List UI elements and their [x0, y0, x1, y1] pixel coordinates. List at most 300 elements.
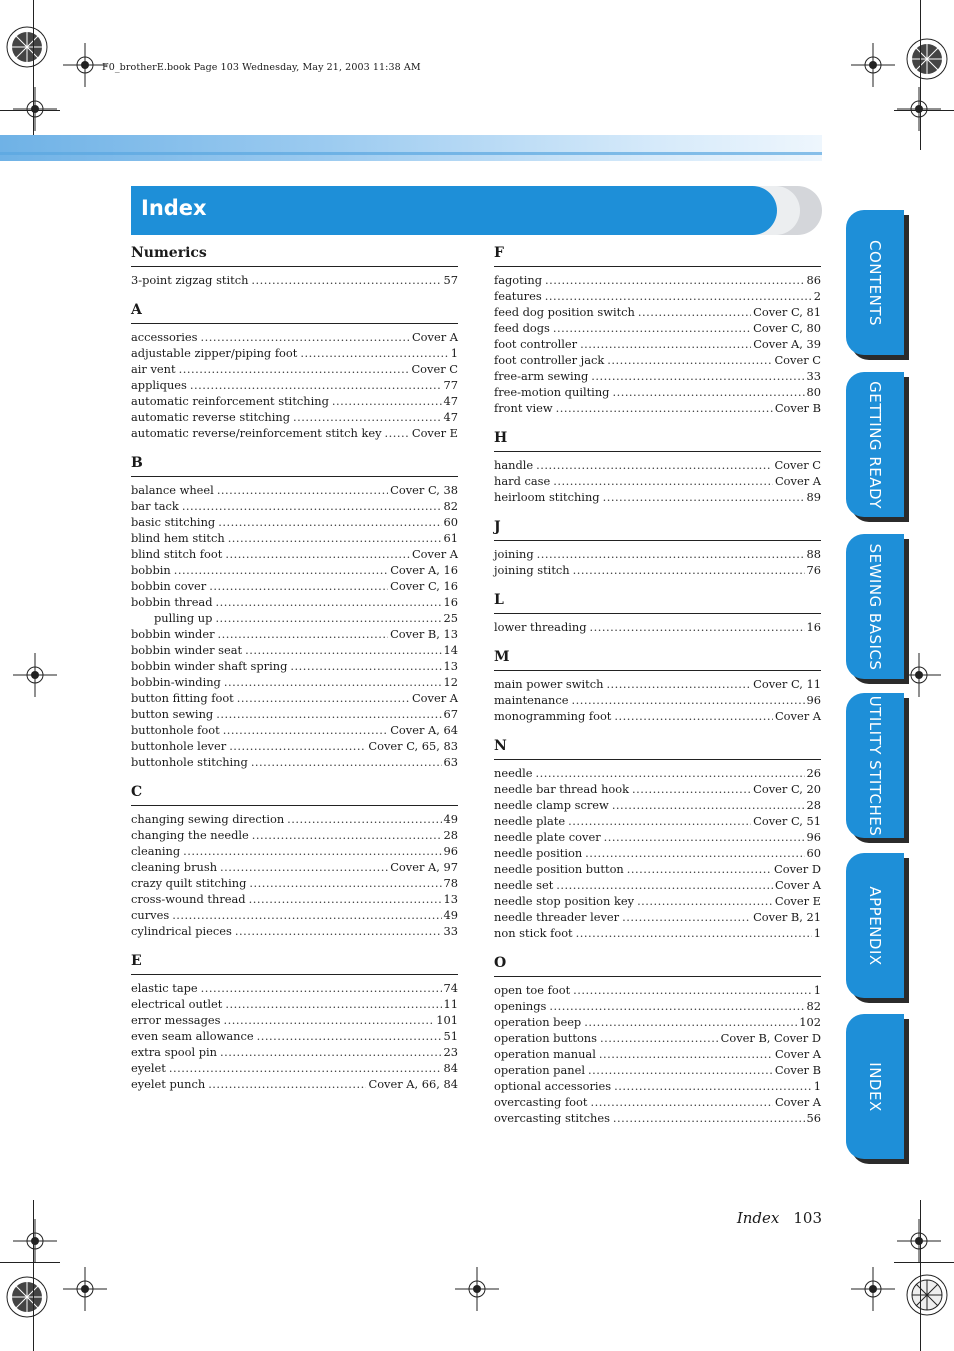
- crop-line: [920, 0, 921, 150]
- section-heading: O: [494, 955, 507, 971]
- entry-term: pulling up: [154, 611, 213, 625]
- dot-leader: [174, 562, 389, 578]
- index-entry: [494, 925, 821, 941]
- entry-term: bobbin cover: [131, 579, 207, 593]
- entry-term: even seam allowance: [131, 1029, 254, 1043]
- dot-leader: [545, 288, 812, 304]
- entry-term: optional accessories: [494, 1079, 612, 1093]
- index-column-left: [131, 244, 458, 1105]
- crosshair-icon: [8, 82, 62, 136]
- tab-contents[interactable]: [846, 210, 904, 355]
- crosshair-icon: [8, 1214, 62, 1268]
- index-entry: [494, 1014, 821, 1030]
- index-entry: [131, 393, 458, 409]
- section-rule: [131, 323, 458, 324]
- print-header: F0_brotherE.book Page 103 Wednesday, May 21, 2003 11:38 AM: [102, 62, 421, 73]
- entry-term: electrical outlet: [131, 997, 223, 1011]
- entry-page: 60: [806, 846, 821, 860]
- dot-leader: [172, 907, 441, 923]
- index-entry: [494, 457, 821, 473]
- entry-page: Cover C, 81: [753, 305, 821, 319]
- section-heading: E: [131, 953, 142, 969]
- entry-term: bobbin winder: [131, 627, 215, 641]
- entry-term: needle threader lever: [494, 910, 620, 924]
- entry-term: foot controller: [494, 337, 578, 351]
- entry-term: feed dog position switch: [494, 305, 635, 319]
- index-entry: [131, 329, 458, 345]
- entry-page: Cover C: [411, 362, 458, 376]
- index-entry: [494, 473, 821, 489]
- dot-leader: [556, 400, 773, 416]
- entry-term: cylindrical pieces: [131, 924, 232, 938]
- dot-leader: [571, 692, 804, 708]
- tab-index[interactable]: [846, 1014, 904, 1159]
- dot-leader: [545, 272, 804, 288]
- index-entry: [131, 272, 458, 288]
- index-entry: [494, 336, 821, 352]
- index-entry: [494, 877, 821, 893]
- dot-leader: [220, 1044, 442, 1060]
- entry-page: 101: [436, 1013, 458, 1027]
- entry-page: 78: [443, 876, 458, 890]
- section-heading: N: [494, 738, 507, 754]
- dot-leader: [190, 377, 442, 393]
- dot-leader: [201, 329, 410, 345]
- dot-leader: [229, 738, 366, 754]
- title-bar: [131, 186, 777, 235]
- entry-page: 25: [443, 611, 458, 625]
- section-heading: J: [494, 519, 501, 535]
- dot-leader: [249, 891, 442, 907]
- entry-page: Cover A: [774, 1095, 821, 1109]
- dot-leader: [591, 368, 804, 384]
- entry-page: 14: [443, 643, 458, 657]
- section-heading: A: [131, 302, 142, 318]
- index-entry: [131, 722, 458, 738]
- entry-term: buttonhole lever: [131, 739, 227, 753]
- entry-term: needle bar thread hook: [494, 782, 630, 796]
- dot-leader: [208, 1076, 366, 1092]
- entry-page: 47: [443, 410, 458, 424]
- index-entry: [131, 562, 458, 578]
- dot-leader: [585, 845, 804, 861]
- index-section: [131, 952, 458, 1092]
- index-entry: [494, 352, 821, 368]
- index-entry: [494, 619, 821, 635]
- section-rule: [131, 805, 458, 806]
- dot-leader: [568, 813, 751, 829]
- index-entry: [494, 1110, 821, 1126]
- dot-leader: [537, 546, 805, 562]
- entry-page: Cover E: [774, 894, 821, 908]
- index-entry: [131, 907, 458, 923]
- entry-term: cleaning: [131, 844, 181, 858]
- entry-page: Cover A, 97: [390, 860, 458, 874]
- entry-term: extra spool pin: [131, 1045, 217, 1059]
- dot-leader: [216, 706, 441, 722]
- entry-page: 26: [806, 766, 821, 780]
- index-entry: [131, 891, 458, 907]
- footer-label: Index: [736, 1209, 780, 1227]
- tab-getting-ready[interactable]: [846, 372, 904, 517]
- section-rule: [131, 974, 458, 975]
- entry-page: 88: [806, 547, 821, 561]
- section-rule: [494, 976, 821, 977]
- index-entry: [494, 708, 821, 724]
- dot-leader: [612, 384, 804, 400]
- index-entry: [131, 827, 458, 843]
- index-entry: [131, 811, 458, 827]
- entry-term: feed dogs: [494, 321, 550, 335]
- entry-page: Cover B, Cover D: [720, 1031, 821, 1045]
- entry-term: operation panel: [494, 1063, 585, 1077]
- dot-leader: [576, 925, 812, 941]
- entry-page: 28: [806, 798, 821, 812]
- entry-term: needle plate: [494, 814, 566, 828]
- entry-term: eyelet punch: [131, 1077, 206, 1091]
- tab-label: GETTING READY: [866, 380, 884, 509]
- page-title: Index: [141, 196, 207, 220]
- index-entry: [131, 980, 458, 996]
- index-entry: [131, 996, 458, 1012]
- tab-utility-stitches[interactable]: [846, 693, 904, 838]
- entry-term: features: [494, 289, 542, 303]
- dot-leader: [553, 320, 751, 336]
- dot-leader: [287, 811, 441, 827]
- entry-page: 1: [813, 1079, 821, 1093]
- dot-leader: [556, 877, 773, 893]
- entry-page: 47: [443, 394, 458, 408]
- header-band: [0, 135, 822, 161]
- section-heading: Numerics: [131, 245, 207, 261]
- entry-term: overcasting foot: [494, 1095, 588, 1109]
- entry-page: 96: [806, 693, 821, 707]
- entry-term: cross-wound thread: [131, 892, 246, 906]
- index-section: [494, 429, 821, 505]
- entry-page: 12: [443, 675, 458, 689]
- tab-appendix[interactable]: [846, 853, 904, 998]
- dot-leader: [588, 1062, 773, 1078]
- dot-leader: [235, 923, 442, 939]
- index-entry: [131, 1028, 458, 1044]
- entry-term: button sewing: [131, 707, 214, 721]
- index-entry: [494, 1030, 821, 1046]
- index-entry: [494, 384, 821, 400]
- entry-term: joining stitch: [494, 563, 570, 577]
- index-entry: [494, 546, 821, 562]
- index-section: [494, 244, 821, 416]
- entry-page: Cover A, 39: [753, 337, 821, 351]
- entry-page: 33: [806, 369, 821, 383]
- index-section: [131, 783, 458, 939]
- entry-page: 80: [806, 385, 821, 399]
- index-entry: [494, 288, 821, 304]
- index-entry: [494, 797, 821, 813]
- entry-page: 102: [799, 1015, 821, 1029]
- index-entry: [131, 425, 458, 441]
- dot-leader: [607, 352, 772, 368]
- entry-page: Cover A: [774, 878, 821, 892]
- entry-page: 28: [443, 828, 458, 842]
- index-section: [131, 244, 458, 288]
- dot-leader: [228, 530, 442, 546]
- entry-page: Cover A, 64: [390, 723, 458, 737]
- entry-term: free-motion quilting: [494, 385, 610, 399]
- entry-term: bobbin thread: [131, 595, 213, 609]
- index-entry: [131, 409, 458, 425]
- index-entry: [131, 658, 458, 674]
- index-entry: [494, 909, 821, 925]
- entry-page: Cover C, 20: [753, 782, 821, 796]
- entry-term: foot controller jack: [494, 353, 605, 367]
- index-entry: [494, 368, 821, 384]
- entry-term: free-arm sewing: [494, 369, 589, 383]
- entry-term: needle: [494, 766, 533, 780]
- index-entry: [131, 706, 458, 722]
- entry-term: needle plate cover: [494, 830, 601, 844]
- index-entry: [131, 875, 458, 891]
- section-heading: M: [494, 649, 510, 665]
- entry-page: 13: [443, 892, 458, 906]
- entry-term: bobbin: [131, 563, 171, 577]
- dot-leader: [604, 829, 805, 845]
- dot-leader: [293, 409, 441, 425]
- crosshair-icon: [58, 1262, 112, 1316]
- entry-page: 86: [806, 273, 821, 287]
- index-entry: [131, 1012, 458, 1028]
- index-entry: [131, 754, 458, 770]
- entry-term: blind stitch foot: [131, 547, 223, 561]
- entry-term: eyelet: [131, 1061, 166, 1075]
- dot-leader: [182, 498, 442, 514]
- entry-term: button fitting foot: [131, 691, 234, 705]
- dot-leader: [612, 797, 805, 813]
- entry-term: handle: [494, 458, 534, 472]
- entry-page: Cover E: [411, 426, 458, 440]
- entry-page: 49: [443, 908, 458, 922]
- entry-page: 63: [443, 755, 458, 769]
- index-section: [131, 301, 458, 441]
- index-entry: [131, 642, 458, 658]
- dot-leader: [290, 658, 441, 674]
- entry-page: 60: [443, 515, 458, 529]
- dot-leader: [627, 861, 772, 877]
- crosshair-icon: [846, 1262, 900, 1316]
- index-entry: [131, 530, 458, 546]
- entry-term: lower threading: [494, 620, 587, 634]
- entry-page: Cover A: [774, 1047, 821, 1061]
- entry-term: automatic reinforcement stitching: [131, 394, 329, 408]
- entry-term: automatic reverse/reinforcement stitch key: [131, 426, 382, 440]
- index-entry: [131, 594, 458, 610]
- section-rule: [131, 266, 458, 267]
- dot-leader: [300, 345, 448, 361]
- section-heading: B: [131, 455, 143, 471]
- entry-term: accessories: [131, 330, 198, 344]
- entry-page: 56: [806, 1111, 821, 1125]
- dot-leader: [332, 393, 442, 409]
- entry-term: operation manual: [494, 1047, 596, 1061]
- dot-leader: [573, 562, 805, 578]
- dot-leader: [536, 765, 805, 781]
- entry-term: bobbin winder seat: [131, 643, 243, 657]
- dot-leader: [216, 594, 442, 610]
- entry-term: open toe foot: [494, 983, 571, 997]
- entry-page: 96: [443, 844, 458, 858]
- crop-line: [0, 110, 60, 111]
- entry-page: Cover C, 38: [390, 483, 458, 497]
- entry-term: automatic reverse stitching: [131, 410, 291, 424]
- dot-leader: [613, 1110, 805, 1126]
- index-entry: [131, 610, 458, 626]
- entry-page: Cover B, 21: [753, 910, 821, 924]
- index-entry: [494, 893, 821, 909]
- crop-line: [33, 0, 34, 150]
- index-entry: [131, 482, 458, 498]
- index-entry: [131, 361, 458, 377]
- entry-term: elastic tape: [131, 981, 198, 995]
- registration-mark-icon: [900, 1268, 954, 1322]
- dot-leader: [600, 1030, 719, 1046]
- index-entry: [131, 843, 458, 859]
- entry-page: 67: [443, 707, 458, 721]
- index-entry: [494, 998, 821, 1014]
- dot-leader: [217, 482, 388, 498]
- dot-leader: [590, 1094, 772, 1110]
- entry-page: Cover C, 51: [753, 814, 821, 828]
- registration-mark-icon: [0, 1270, 54, 1324]
- entry-page: 74: [443, 981, 458, 995]
- entry-page: 23: [443, 1045, 458, 1059]
- entry-term: changing the needle: [131, 828, 249, 842]
- entry-page: 96: [806, 830, 821, 844]
- dot-leader: [218, 626, 389, 642]
- section-rule: [494, 540, 821, 541]
- dot-leader: [251, 754, 442, 770]
- section-rule: [494, 266, 821, 267]
- entry-term: openings: [494, 999, 547, 1013]
- index-entry: [131, 1060, 458, 1076]
- entry-page: Cover D: [774, 862, 821, 876]
- section-heading: F: [494, 245, 504, 261]
- index-entry: [131, 738, 458, 754]
- dot-leader: [632, 781, 751, 797]
- index-entry: [131, 674, 458, 690]
- entry-term: needle clamp screw: [494, 798, 609, 812]
- entry-term: error messages: [131, 1013, 221, 1027]
- page-footer: [737, 1209, 822, 1227]
- index-section: [494, 737, 821, 941]
- section-heading: L: [494, 592, 504, 608]
- entry-term: needle position: [494, 846, 583, 860]
- dot-leader: [215, 610, 441, 626]
- dot-leader: [385, 425, 410, 441]
- crop-line: [920, 1200, 921, 1351]
- index-entry: [494, 1062, 821, 1078]
- entry-term: blind hem stitch: [131, 531, 225, 545]
- entry-page: 16: [443, 595, 458, 609]
- tab-label: SEWING BASICS: [866, 543, 884, 670]
- index-entry: [494, 781, 821, 797]
- entry-page: 51: [443, 1029, 458, 1043]
- index-entry: [131, 345, 458, 361]
- index-entry: [494, 304, 821, 320]
- index-entry: [494, 813, 821, 829]
- index-entry: [131, 546, 458, 562]
- entry-term: needle set: [494, 878, 554, 892]
- index-entry: [494, 562, 821, 578]
- dot-leader: [584, 1014, 797, 1030]
- entry-page: 49: [443, 812, 458, 826]
- dot-leader: [225, 996, 441, 1012]
- index-entry: [131, 626, 458, 642]
- page-number: 103: [793, 1209, 822, 1227]
- entry-term: basic stitching: [131, 515, 216, 529]
- entry-page: Cover C, 16: [390, 579, 458, 593]
- dot-leader: [251, 272, 441, 288]
- index-entry: [494, 676, 821, 692]
- dot-leader: [225, 546, 410, 562]
- entry-page: 57: [443, 273, 458, 287]
- crop-line: [0, 1262, 60, 1263]
- entry-page: Cover A, 66, 84: [368, 1077, 458, 1091]
- dot-leader: [549, 998, 804, 1014]
- dot-leader: [573, 982, 812, 998]
- entry-term: crazy quilt stitching: [131, 876, 247, 890]
- entry-page: Cover C: [774, 458, 821, 472]
- index-entry: [494, 982, 821, 998]
- index-entry: [131, 578, 458, 594]
- index-entry: [494, 829, 821, 845]
- crosshair-icon: [8, 648, 62, 702]
- index-entry: [131, 690, 458, 706]
- dot-leader: [249, 875, 441, 891]
- entry-page: Cover A: [774, 474, 821, 488]
- dot-leader: [237, 690, 410, 706]
- header-band-line: [0, 152, 822, 155]
- index-entry: [494, 765, 821, 781]
- entry-term: bobbin winder shaft spring: [131, 659, 288, 673]
- index-entry: [494, 489, 821, 505]
- entry-page: 89: [806, 490, 821, 504]
- entry-page: Cover B, 13: [390, 627, 458, 641]
- entry-page: 16: [806, 620, 821, 634]
- entry-term: changing sewing direction: [131, 812, 285, 826]
- tab-sewing-basics[interactable]: [846, 534, 904, 679]
- entry-page: Cover B: [774, 401, 821, 415]
- entry-term: buttonhole stitching: [131, 755, 248, 769]
- dot-leader: [638, 304, 751, 320]
- index-section: [494, 591, 821, 635]
- dot-leader: [553, 473, 773, 489]
- dot-leader: [223, 722, 389, 738]
- entry-page: Cover C, 80: [753, 321, 821, 335]
- entry-term: curves: [131, 908, 170, 922]
- dot-leader: [622, 909, 751, 925]
- dot-leader: [201, 980, 442, 996]
- entry-page: Cover C, 11: [753, 677, 821, 691]
- dot-leader: [637, 893, 773, 909]
- entry-page: Cover A: [774, 709, 821, 723]
- entry-term: bar tack: [131, 499, 179, 513]
- dot-leader: [603, 489, 805, 505]
- section-rule: [494, 670, 821, 671]
- entry-page: Cover A: [411, 330, 458, 344]
- index-entry: [131, 859, 458, 875]
- dot-leader: [606, 676, 751, 692]
- index-entry: [494, 320, 821, 336]
- dot-leader: [590, 619, 805, 635]
